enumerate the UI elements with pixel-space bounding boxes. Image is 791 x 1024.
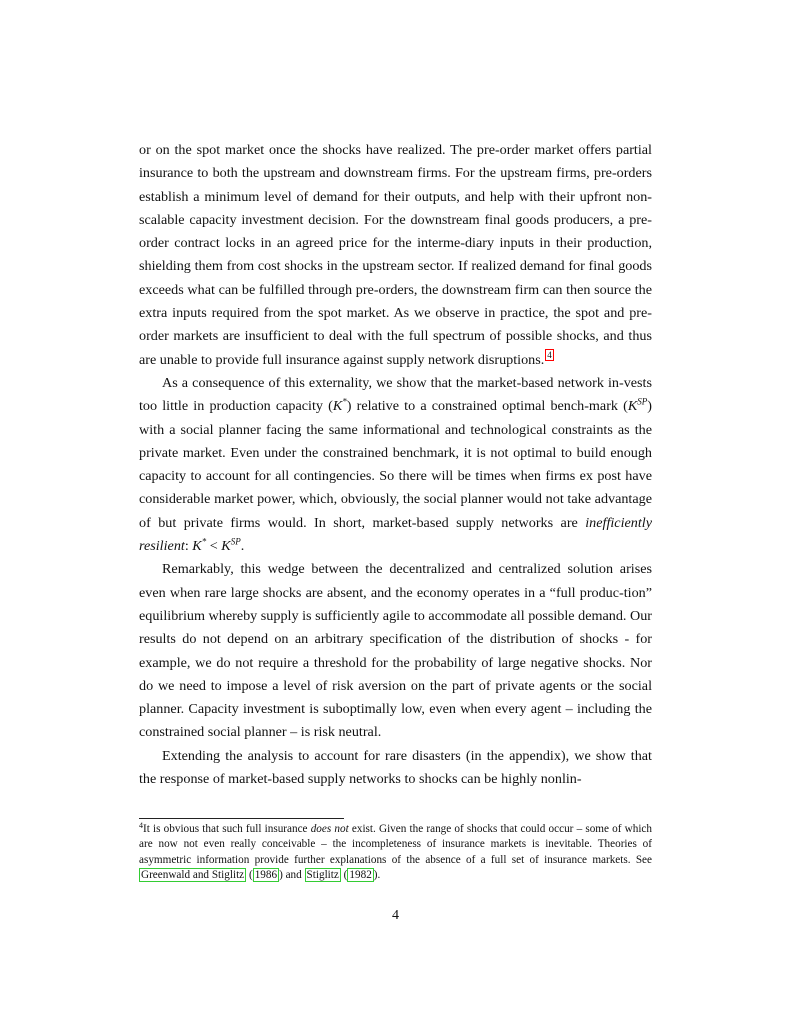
- footnote-text-1: It is obvious that such full insurance: [143, 823, 311, 835]
- paragraph-4: Extending the analysis to account for rare disasters (in the appendix), we show that the response of market-based supply networks to shocks can be highly nonlin-: [139, 747, 652, 788]
- footnote-4-link[interactable]: 4: [547, 349, 552, 360]
- less-than-sign: <: [206, 538, 222, 555]
- main-text: [139, 139, 652, 791]
- paragraph-2-text-4: :: [184, 538, 193, 555]
- footnote-text-2: exist. Given the range of shocks that could occur – some of which are now not even really conceivable – the incompleteness of insurance markets is inevitable. Theories of asymmetric information provide further explanations of the absence of a full set of insurance markets. See: [139, 823, 652, 866]
- paragraph-1-text: or on the spot market once the shocks have realized. The pre-order market offers partial insurance to both the upstream and downstream firms. For the upstream firms, pre-orders establish a minimum level of demand for their outputs, and help with their upfront non-scalable capacity investment decision. For the downstream final goods producers, a pre-order contract locks in an agreed price for the interme-diary inputs in their production, shielding them from cost shocks in the upstream sector. If realized demand for final goods exceeds what can be fulfilled through pre-orders, the downstream firm can then source the extra inputs required from the spot market. As we observe in practice, the spot and pre-order markets are insufficient to deal with the full spectrum of possible shocks, and thus are unable to provide full insurance against supply network disruptions.: [139, 142, 652, 368]
- footnote-divider: [139, 818, 344, 819]
- paragraph-2-text-2: ) relative to a constrained optimal bench-mark (: [346, 398, 628, 415]
- paragraph-1: [139, 139, 652, 372]
- sp-superscript: SP: [637, 396, 648, 407]
- paragraph-2-text-1: As a consequence of this externality, we show that the market-based network in-vests too little in production capacity (: [139, 374, 652, 415]
- emphasis-inefficiently-resilient: inefficiently resilient: [139, 514, 652, 555]
- citation-greenwald-stiglitz[interactable]: Greenwald and Stiglitz: [141, 869, 245, 882]
- citation-greenwald-stiglitz-year[interactable]: 1986: [254, 869, 278, 882]
- sp-superscript: SP: [230, 536, 241, 547]
- paragraph-3: Remarkably, this wedge between the decentralized and centralized solution arises even when rare large shocks are absent, and the economy operates in a “full produc-tion” equilibrium whereby supply is sufficiently agile to accommodate all possible demand. Our results do not depend on an arbitrary specification of the distribution of shocks - for example, we do not require a threshold for the probability of large negative shocks. Nor do we need to impose a level of risk aversion on the part of private agents or the social planner. Capacity investment is suboptimally low, even when every agent – including the constrained social planner – is risk neutral.: [139, 561, 652, 741]
- k-letter: K: [192, 538, 202, 555]
- k-star-symbol: [333, 398, 347, 414]
- k-sp-symbol: [628, 398, 647, 414]
- paragraph-2-text-3: ) with a social planner facing the same informational and technological constraints as the private market. Even under the constrained benchmark, it is not optimal to build enough capacity to account for all contingencies. So there will be times when firms ex post have considerable market power, which, obviously, the social planner would not take advantage of but private firms would. In short, market-based supply networks are: [139, 398, 652, 531]
- footnote-end: ).: [373, 869, 381, 882]
- footnote-and: and: [282, 869, 305, 882]
- k-letter: K: [627, 398, 638, 415]
- emphasis-does-not: does not: [310, 823, 349, 835]
- star-superscript: *: [342, 396, 347, 407]
- citation-stiglitz[interactable]: Stiglitz: [306, 869, 339, 882]
- paragraph-2: [139, 372, 652, 558]
- citation-stiglitz-year[interactable]: 1982: [349, 869, 372, 882]
- k-letter: K: [332, 398, 343, 415]
- star-superscript: *: [201, 536, 207, 547]
- period: .: [240, 538, 245, 555]
- inequality: [192, 538, 240, 554]
- footnote-4: $^4$It is obvious that such full insurance does not exist. Given the range of shocks that could occur – some of which are now not even really conceivable – the incompleteness of insurance markets is inevitable. Theories of asymmetric information provide further explanations of the absence of a full set of insurance markets. See Greenwald and Stiglitz ( 1986 ) and Stiglitz ( 1982 ).: [139, 821, 652, 882]
- footnote-mark: 4: [139, 821, 143, 830]
- k-letter: K: [221, 538, 231, 555]
- page-number: 4: [392, 908, 399, 923]
